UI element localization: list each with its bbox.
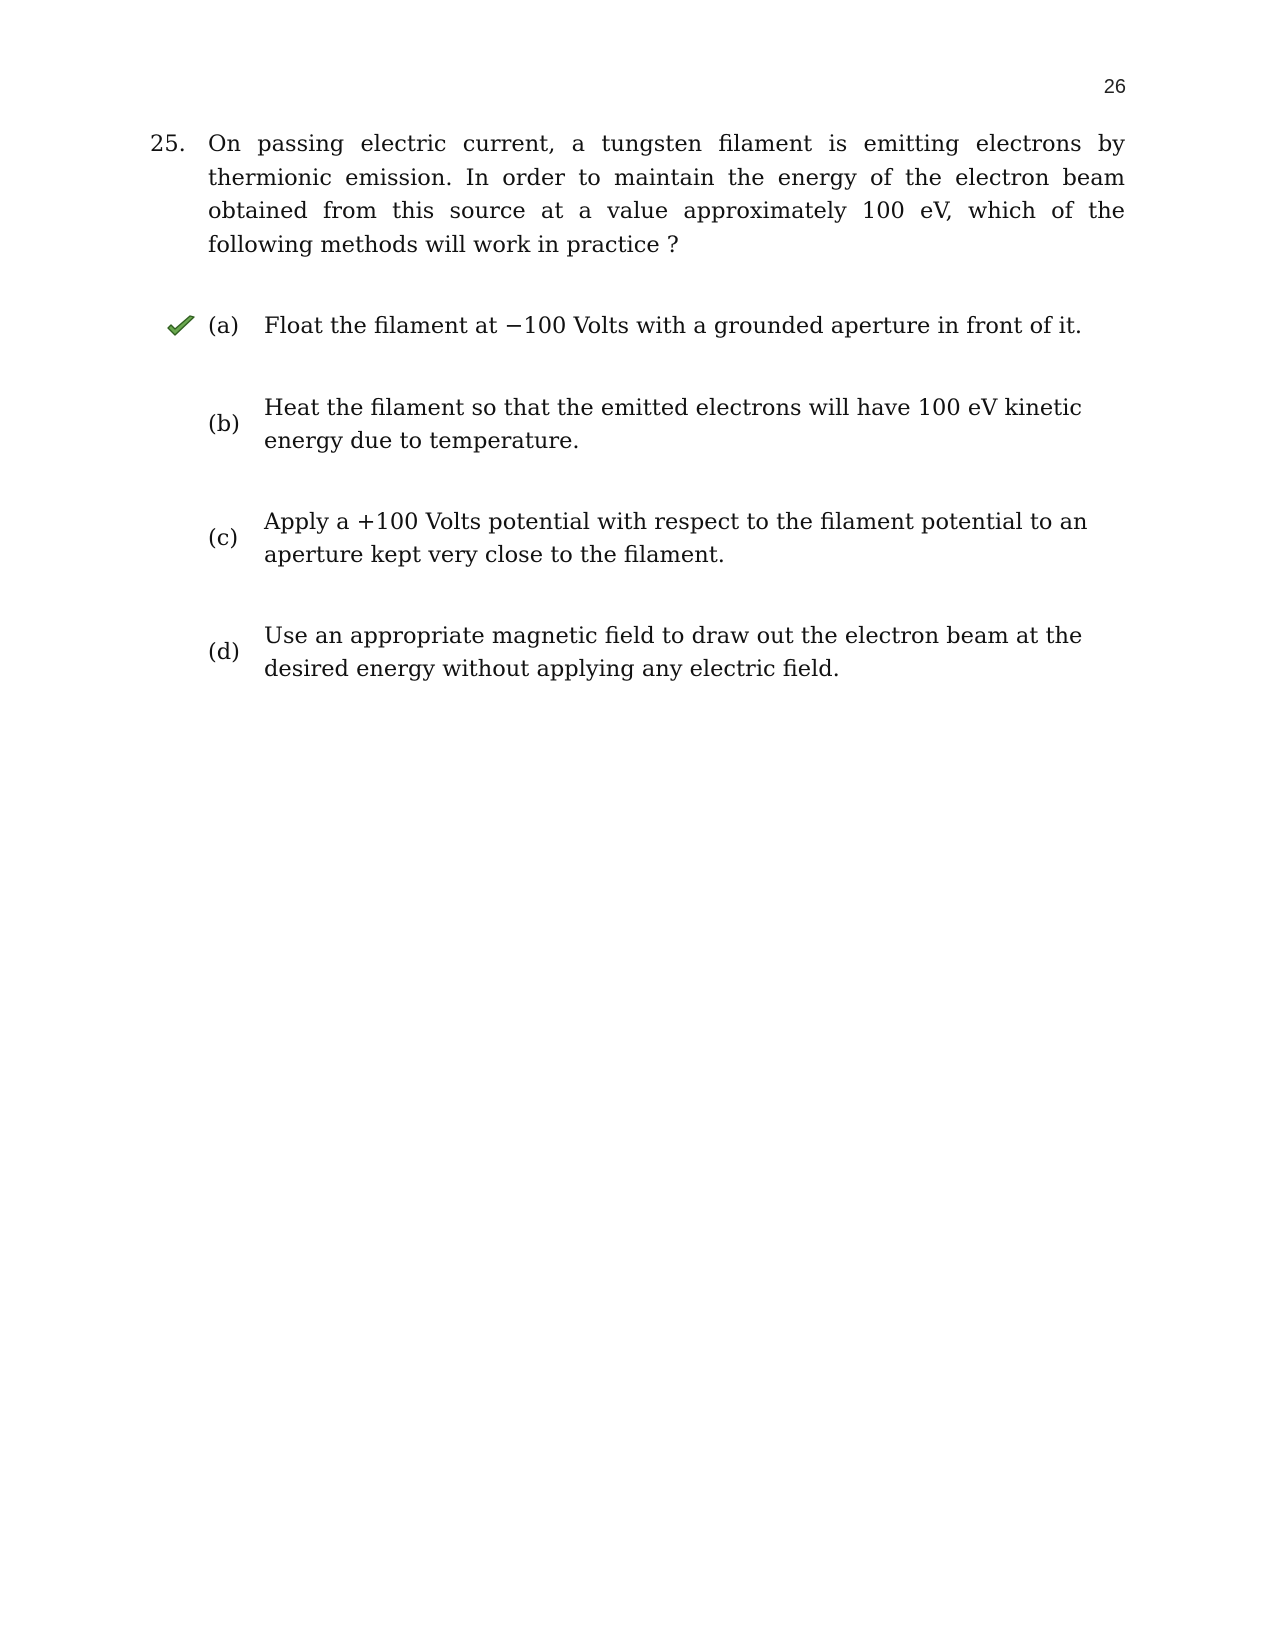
option-label: (a) [208, 313, 239, 339]
question-number: 25. [150, 131, 186, 157]
option-text: Float the filament at −100 Volts with a grounded aperture in front of it. [264, 313, 1083, 339]
option-text: Heat the filament so that the emitted electrons will have 100 eV kinetic energy due to temperature. [264, 394, 1083, 454]
option-b [208, 392, 1125, 459]
options-list [208, 310, 1125, 687]
option-label: (c) [208, 525, 239, 552]
question-text: On passing electric current, a tungsten filament is emitting electrons by thermionic emission. In order to maintain the energy of the electron beam obtained from this source at a value approximately 100 eV, which of the following methods will work in practice ? [208, 131, 1125, 258]
page-number: 26 [1103, 76, 1126, 98]
question-stem [150, 128, 1125, 262]
option-d [208, 620, 1125, 687]
option-label: (d) [208, 639, 240, 666]
check-icon [166, 314, 196, 340]
option-c [208, 506, 1125, 573]
option-text: Apply a +100 Volts potential with respect to the filament potential to an aperture kept very close to the filament. [264, 508, 1088, 568]
option-text: Use an appropriate magnetic field to draw out the electron beam at the desired energy without applying any electric field. [264, 622, 1083, 682]
option-a [208, 310, 1125, 344]
question-block [150, 128, 1125, 734]
option-label: (b) [208, 411, 240, 438]
